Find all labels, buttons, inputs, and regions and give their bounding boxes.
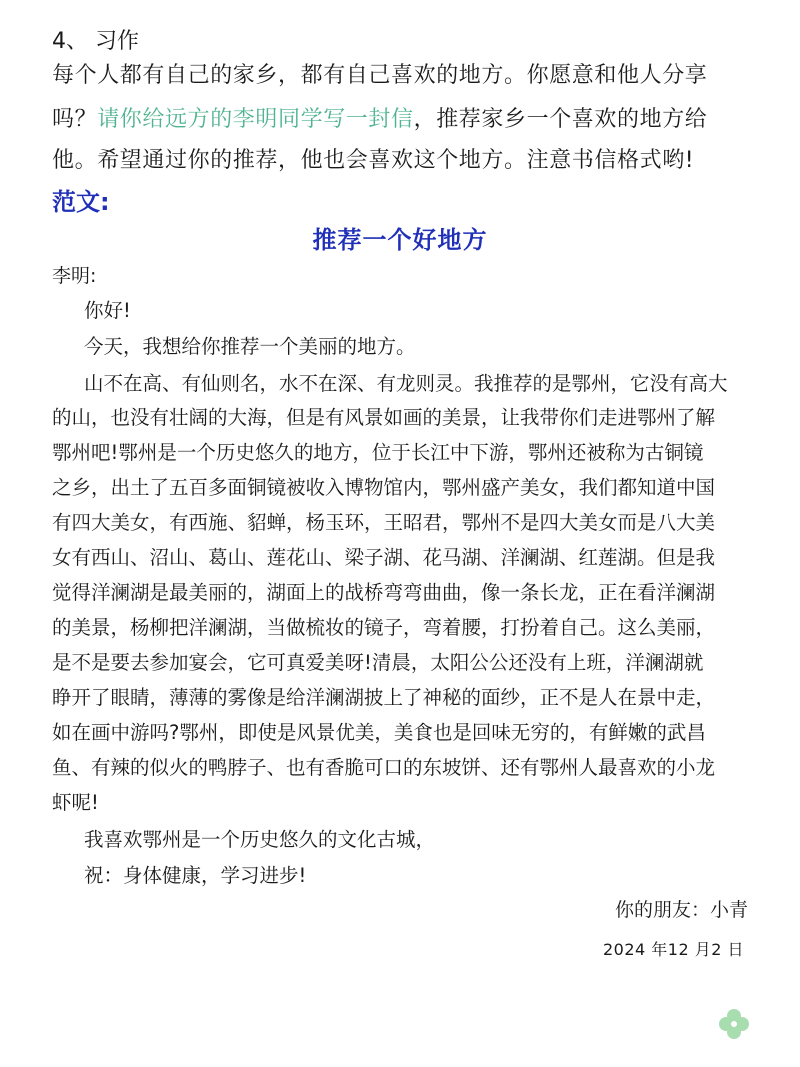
- paragraph-line: 之乡，出土了五百多面铜镜被收入博物馆内，鄂州盛产美女，我们都知道中国: [52, 476, 716, 499]
- paragraph-line: 的美景，杨柳把洋澜湖，当做梳妆的镜子，弯着腰，打扮着自己。这么美丽，: [52, 616, 716, 639]
- letter-wish: 祝：身体健康，学习进步!: [84, 864, 307, 887]
- paragraph-line: 鄂州吧!鄂州是一个历史悠久的地方，位于长江中下游，鄂州还被称为古铜镜: [52, 441, 704, 464]
- prompt-line-2-start: 吗？: [52, 107, 98, 132]
- letter-salutation: 李明:: [52, 265, 97, 287]
- prompt-line-2: [52, 104, 707, 136]
- paragraph-line: 女有西山、沼山、葛山、莲花山、梁子湖、花马湖、洋澜湖、红莲湖。但是我: [52, 546, 716, 569]
- prompt-heading: 4、 习作: [52, 29, 139, 54]
- prompt-highlight: 请你给远方的李明同学写一封信: [97, 107, 414, 132]
- paragraph-line: 虾呢!: [52, 791, 99, 814]
- paragraph-line: 是不是要去参加宴会，它可真爱美呀!清晨，太阳公公还没有上班，洋澜湖就: [52, 651, 704, 674]
- letter-intro: 今天，我想给你推荐一个美丽的地方。: [84, 335, 416, 358]
- essay-title: 推荐一个好地方: [312, 226, 488, 254]
- prompt-line-1: 每个人都有自己的家乡，都有自己喜欢的地方。你愿意和他人分享: [52, 63, 708, 88]
- letter-date: 2024 年12 月2 日: [602, 940, 744, 959]
- letter-signature: 你的朋友：小青: [614, 899, 748, 921]
- paragraph-line: 有四大美女，有西施、貂蝉，杨玉环，王昭君，鄂州不是四大美女而是八大美: [52, 511, 716, 534]
- sample-essay-label: 范文:: [52, 188, 110, 216]
- paragraph-line: 觉得洋澜湖是最美丽的，湖面上的战桥弯弯曲曲，像一条长龙，正在看洋澜湖: [52, 581, 716, 604]
- prompt-line-2-end: ，推荐家乡一个喜欢的地方给: [413, 107, 708, 132]
- clover-icon: [716, 1006, 752, 1042]
- paragraph-line: 的山，也没有壮阔的大海，但是有风景如画的美景，让我带你们走进鄂州了解: [52, 406, 716, 429]
- paragraph-line: 山不在高、有仙则名，水不在深、有龙则灵。我推荐的是鄂州，它没有高大: [84, 372, 728, 395]
- letter-closing: 我喜欢鄂州是一个历史悠久的文化古城，: [84, 828, 436, 851]
- paragraph-line: 鱼、有辣的似火的鸭脖子、也有香脆可口的东坡饼、还有鄂州人最喜欢的小龙: [52, 756, 716, 779]
- paragraph-line: 如在画中游吗?鄂州，即使是风景优美，美食也是回味无穷的，有鲜嫩的武昌: [52, 721, 706, 744]
- paragraph-line: 睁开了眼睛，薄薄的雾像是给洋澜湖披上了神秘的面纱，正不是人在景中走，: [52, 686, 716, 709]
- letter-greeting: 你好!: [84, 299, 131, 322]
- prompt-line-3: 他。希望通过你的推荐，他也会喜欢这个地方。注意书信格式哟!: [52, 148, 695, 173]
